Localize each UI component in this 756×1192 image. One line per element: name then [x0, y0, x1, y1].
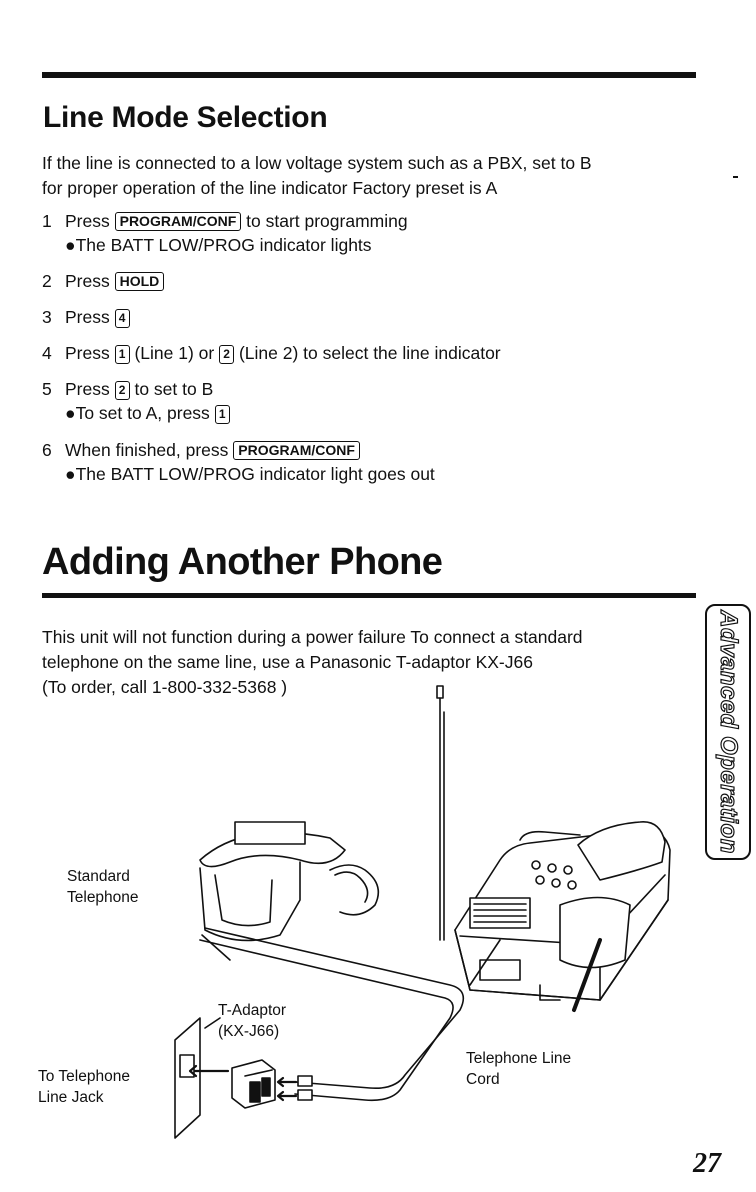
section-title-line-mode: Line Mode Selection	[43, 101, 328, 134]
step-1: 1 Press PROGRAM/CONF to start programming	[42, 211, 408, 231]
chapter-tab: Advanced Operation	[705, 604, 751, 860]
intro-line: (To order, call 1-800-332-5368 )	[42, 677, 288, 697]
key-1: 1	[115, 345, 130, 364]
intro-line: This unit will not function during a power failure To connect a standard	[42, 627, 583, 647]
step-6: 6 When finished, press PROGRAM/CONF	[42, 438, 360, 462]
section-title-adding-phone: Adding Another Phone	[42, 541, 443, 583]
label-t-adaptor: T-Adaptor	[218, 1002, 287, 1019]
label-line-cord: Telephone Line	[466, 1050, 572, 1067]
label-line-jack: Line Jack	[38, 1089, 104, 1106]
top-rule	[42, 72, 696, 78]
key-4: 4	[115, 309, 130, 328]
standard-telephone-icon	[200, 822, 378, 960]
plug-icon	[298, 1076, 312, 1100]
step-3: 3 Press 4	[42, 305, 130, 329]
key-2: 2	[115, 381, 130, 400]
label-line-cord: Cord	[466, 1071, 500, 1088]
step-6-note: ●The BATT LOW/PROG indicator light goes out	[65, 464, 435, 484]
page-number: 27	[693, 1148, 721, 1179]
cordless-phone-base-icon	[455, 822, 670, 1010]
hold-key: HOLD	[115, 272, 165, 291]
program-conf-key: PROGRAM/CONF	[233, 441, 360, 460]
antenna-icon	[437, 686, 444, 940]
label-standard-telephone: Telephone	[67, 889, 139, 906]
t-adaptor-icon	[232, 1060, 275, 1108]
step-1-note: ●The BATT LOW/PROG indicator lights	[65, 235, 372, 255]
intro-line: telephone on the same line, use a Panasonic T-adaptor KX-J66	[42, 652, 533, 672]
section-rule	[42, 593, 696, 598]
step-2: 2 Press HOLD	[42, 269, 164, 293]
key-2: 2	[219, 345, 234, 364]
step-5-note: ●To set to A, press 1	[65, 401, 230, 425]
margin-mark	[733, 176, 738, 178]
step-5: 5 Press 2 to set to B	[42, 379, 214, 399]
intro-line: If the line is connected to a low voltage system such as a PBX, set to B	[42, 153, 592, 173]
label-t-adaptor-model: (KX-J66)	[218, 1023, 280, 1040]
label-line-jack: To Telephone	[38, 1068, 130, 1085]
step-4: 4 Press 1 (Line 1) or 2 (Line 2) to select the line indicator	[42, 343, 501, 363]
program-conf-key: PROGRAM/CONF	[115, 212, 242, 231]
key-1: 1	[215, 405, 230, 424]
intro-line: for proper operation of the line indicator Factory preset is A	[42, 178, 498, 198]
wall-jack-icon	[175, 1018, 200, 1138]
label-standard-telephone: Standard	[67, 868, 130, 885]
